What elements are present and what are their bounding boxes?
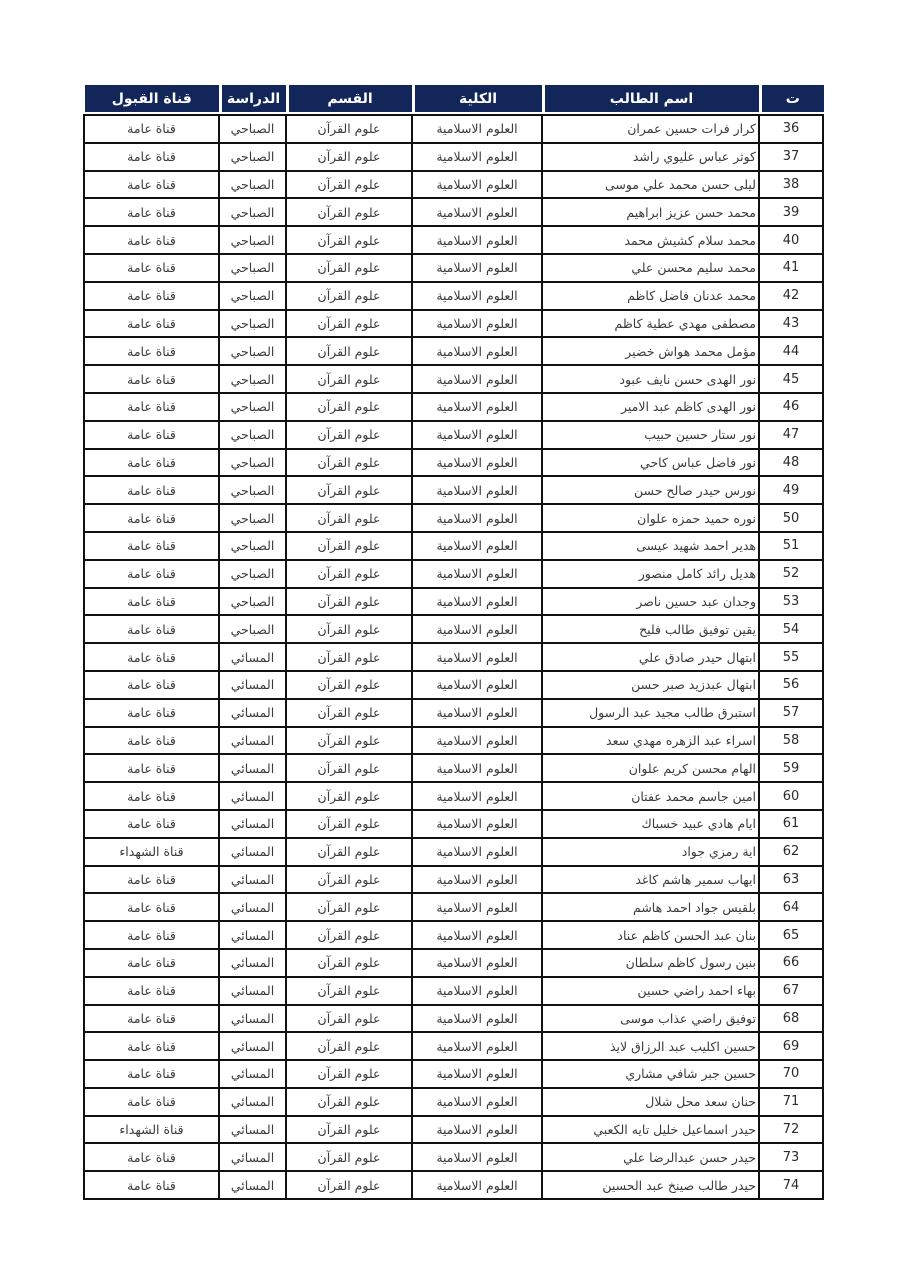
cell-student-name: توفيق راضي عذاب موسى [542,1005,759,1033]
cell-serial: 54 [759,615,823,643]
header-cell-student-name: اسم الطالب [543,85,760,112]
cell-student-name: امين جاسم محمد عفتان [542,782,759,810]
cell-department: علوم القرآن [286,143,412,171]
cell-serial: 71 [759,1088,823,1116]
cell-serial: 48 [759,449,823,477]
cell-student-name: بهاء احمد راضي حسين [542,977,759,1005]
cell-department: علوم القرآن [286,1032,412,1060]
cell-department: علوم القرآن [286,977,412,1005]
cell-serial: 62 [759,838,823,866]
cell-serial: 66 [759,949,823,977]
cell-admission-channel: قناة عامة [84,727,219,755]
cell-admission-channel: قناة عامة [84,254,219,282]
table-row [84,949,823,977]
cell-student-name: اية رمزي جواد [542,838,759,866]
cell-department: علوم القرآن [286,615,412,643]
cell-student-name: حيدر طالب صينخ عبد الحسين [542,1171,759,1199]
cell-department: علوم القرآن [286,254,412,282]
cell-study-type: الصباحي [219,226,286,254]
cell-college: العلوم الاسلامية [412,782,542,810]
cell-college: العلوم الاسلامية [412,810,542,838]
cell-college: العلوم الاسلامية [412,310,542,338]
cell-study-type: الصباحي [219,365,286,393]
cell-department: علوم القرآن [286,560,412,588]
cell-department: علوم القرآن [286,699,412,727]
cell-student-name: محمد سليم محسن علي [542,254,759,282]
cell-department: علوم القرآن [286,421,412,449]
table-row [84,727,823,755]
cell-admission-channel: قناة عامة [84,671,219,699]
cell-college: العلوم الاسلامية [412,921,542,949]
cell-department: علوم القرآن [286,1060,412,1088]
cell-admission-channel: قناة عامة [84,615,219,643]
cell-department: علوم القرآن [286,1116,412,1144]
cell-college: العلوم الاسلامية [412,171,542,199]
cell-admission-channel: قناة عامة [84,1143,219,1171]
cell-study-type: الصباحي [219,449,286,477]
cell-serial: 67 [759,977,823,1005]
cell-college: العلوم الاسلامية [412,1116,542,1144]
cell-college: العلوم الاسلامية [412,393,542,421]
cell-college: العلوم الاسلامية [412,337,542,365]
cell-admission-channel: قناة عامة [84,393,219,421]
cell-serial: 53 [759,588,823,616]
cell-serial: 40 [759,226,823,254]
cell-serial: 49 [759,476,823,504]
students-table-header [85,85,824,112]
cell-student-name: محمد عدنان فاضل كاظم [542,282,759,310]
header-row [85,85,824,112]
header-cell-college: الكلية [413,85,543,112]
cell-admission-channel: قناة عامة [84,504,219,532]
cell-serial: 73 [759,1143,823,1171]
cell-admission-channel: قناة عامة [84,782,219,810]
cell-serial: 58 [759,727,823,755]
table-row [84,615,823,643]
cell-study-type: المسائي [219,1088,286,1116]
cell-serial: 52 [759,560,823,588]
cell-student-name: هديل رائد كامل منصور [542,560,759,588]
cell-college: العلوم الاسلامية [412,1171,542,1199]
cell-serial: 47 [759,421,823,449]
table-row [84,977,823,1005]
cell-college: العلوم الاسلامية [412,699,542,727]
cell-college: العلوم الاسلامية [412,893,542,921]
cell-study-type: المسائي [219,893,286,921]
table-row [84,560,823,588]
cell-study-type: المسائي [219,1116,286,1144]
cell-study-type: الصباحي [219,532,286,560]
cell-student-name: حيدر اسماعيل خليل تايه الكعبي [542,1116,759,1144]
cell-admission-channel: قناة عامة [84,893,219,921]
cell-serial: 74 [759,1171,823,1199]
cell-department: علوم القرآن [286,838,412,866]
cell-department: علوم القرآن [286,115,412,143]
cell-admission-channel: قناة عامة [84,949,219,977]
cell-student-name: نورس حيدر صالح حسن [542,476,759,504]
cell-study-type: المسائي [219,1171,286,1199]
cell-study-type: الصباحي [219,171,286,199]
cell-department: علوم القرآن [286,310,412,338]
cell-college: العلوم الاسلامية [412,504,542,532]
table-row [84,310,823,338]
cell-study-type: الصباحي [219,421,286,449]
cell-student-name: يقين توفيق طالب فليح [542,615,759,643]
cell-study-type: الصباحي [219,560,286,588]
cell-serial: 61 [759,810,823,838]
cell-serial: 56 [759,671,823,699]
cell-study-type: المسائي [219,727,286,755]
cell-serial: 72 [759,1116,823,1144]
cell-student-name: ابتهال عبدزيد صبر حسن [542,671,759,699]
cell-college: العلوم الاسلامية [412,560,542,588]
cell-serial: 55 [759,643,823,671]
cell-admission-channel: قناة عامة [84,1005,219,1033]
cell-student-name: وجدان عبد حسين ناصر [542,588,759,616]
table-row [84,476,823,504]
cell-serial: 65 [759,921,823,949]
cell-department: علوم القرآن [286,504,412,532]
cell-student-name: محمد حسن عزيز ابراهيم [542,198,759,226]
cell-department: علوم القرآن [286,782,412,810]
cell-admission-channel: قناة عامة [84,754,219,782]
cell-student-name: حسين جبر شافي مشاري [542,1060,759,1088]
cell-admission-channel: قناة عامة [84,1032,219,1060]
cell-department: علوم القرآن [286,171,412,199]
cell-college: العلوم الاسلامية [412,1088,542,1116]
table-row [84,866,823,894]
cell-admission-channel: قناة عامة [84,310,219,338]
cell-serial: 38 [759,171,823,199]
table-row [84,421,823,449]
cell-study-type: الصباحي [219,337,286,365]
cell-department: علوم القرآن [286,365,412,393]
table-row [84,921,823,949]
cell-college: العلوم الاسلامية [412,949,542,977]
cell-study-type: الصباحي [219,504,286,532]
header-cell-serial: ت [760,85,824,112]
table-row [84,671,823,699]
table-row [84,643,823,671]
cell-study-type: المسائي [219,643,286,671]
cell-admission-channel: قناة عامة [84,449,219,477]
cell-admission-channel: قناة عامة [84,337,219,365]
cell-study-type: الصباحي [219,198,286,226]
cell-serial: 45 [759,365,823,393]
table-row [84,1088,823,1116]
table-row [84,1171,823,1199]
cell-department: علوم القرآن [286,1088,412,1116]
cell-department: علوم القرآن [286,449,412,477]
cell-student-name: هدير احمد شهيد عيسى [542,532,759,560]
cell-college: العلوم الاسلامية [412,254,542,282]
cell-study-type: المسائي [219,1143,286,1171]
table-row [84,893,823,921]
cell-college: العلوم الاسلامية [412,727,542,755]
table-row [84,337,823,365]
cell-student-name: نوره حميد حمزه علوان [542,504,759,532]
cell-college: العلوم الاسلامية [412,977,542,1005]
cell-serial: 39 [759,198,823,226]
cell-student-name: محمد سلام كشيش محمد [542,226,759,254]
table-row [84,198,823,226]
table-row [84,282,823,310]
cell-student-name: بنين رسول كاظم سلطان [542,949,759,977]
cell-study-type: المسائي [219,1005,286,1033]
cell-serial: 43 [759,310,823,338]
header-cell-department: القسم [287,85,413,112]
cell-study-type: المسائي [219,782,286,810]
cell-department: علوم القرآن [286,532,412,560]
header-cell-study-type: الدراسة [220,85,287,112]
cell-department: علوم القرآن [286,921,412,949]
cell-study-type: الصباحي [219,254,286,282]
cell-study-type: المسائي [219,754,286,782]
cell-department: علوم القرآن [286,671,412,699]
cell-serial: 37 [759,143,823,171]
cell-admission-channel: قناة عامة [84,421,219,449]
table-row [84,754,823,782]
table-row [84,393,823,421]
table-row [84,365,823,393]
cell-department: علوم القرآن [286,754,412,782]
cell-serial: 51 [759,532,823,560]
cell-serial: 69 [759,1032,823,1060]
table-row [84,226,823,254]
cell-department: علوم القرآن [286,1005,412,1033]
cell-department: علوم القرآن [286,226,412,254]
table-row [84,1005,823,1033]
cell-admission-channel: قناة عامة [84,1171,219,1199]
cell-serial: 50 [759,504,823,532]
table-row [84,699,823,727]
cell-admission-channel: قناة عامة [84,476,219,504]
cell-college: العلوم الاسلامية [412,365,542,393]
table-row [84,1143,823,1171]
cell-student-name: كرار فرات حسين عمران [542,115,759,143]
cell-department: علوم القرآن [286,810,412,838]
cell-college: العلوم الاسلامية [412,226,542,254]
cell-student-name: حيدر حسن عبدالرضا علي [542,1143,759,1171]
cell-department: علوم القرآن [286,1143,412,1171]
cell-student-name: استبرق طالب مجيد عبد الرسول [542,699,759,727]
cell-study-type: المسائي [219,1032,286,1060]
cell-college: العلوم الاسلامية [412,615,542,643]
cell-college: العلوم الاسلامية [412,1032,542,1060]
cell-admission-channel: قناة عامة [84,143,219,171]
cell-study-type: المسائي [219,699,286,727]
cell-college: العلوم الاسلامية [412,671,542,699]
cell-admission-channel: قناة عامة [84,921,219,949]
cell-study-type: المسائي [219,977,286,1005]
header-cell-admission-channel: قناة القبول [85,85,220,112]
cell-study-type: المسائي [219,671,286,699]
cell-student-name: ايام هادي عبيد خسباك [542,810,759,838]
table-row [84,838,823,866]
cell-admission-channel: قناة عامة [84,1060,219,1088]
cell-student-name: حنان سعد محل شلال [542,1088,759,1116]
cell-student-name: نور الهدى كاظم عبد الامير [542,393,759,421]
cell-college: العلوم الاسلامية [412,754,542,782]
cell-department: علوم القرآن [286,588,412,616]
cell-college: العلوم الاسلامية [412,838,542,866]
students-table [85,85,824,1200]
table-row [84,171,823,199]
cell-serial: 42 [759,282,823,310]
cell-student-name: بنان عبد الحسن كاظم عناد [542,921,759,949]
table-row [84,254,823,282]
cell-college: العلوم الاسلامية [412,282,542,310]
cell-student-name: بلقيس جواد احمد هاشم [542,893,759,921]
cell-admission-channel: قناة عامة [84,282,219,310]
cell-college: العلوم الاسلامية [412,643,542,671]
cell-study-type: الصباحي [219,393,286,421]
cell-student-name: الهام محسن كريم علوان [542,754,759,782]
cell-student-name: ايهاب سمير هاشم كاغد [542,866,759,894]
cell-student-name: مؤمل محمد هواش خضير [542,337,759,365]
cell-serial: 46 [759,393,823,421]
cell-department: علوم القرآن [286,1171,412,1199]
cell-admission-channel: قناة عامة [84,866,219,894]
cell-admission-channel: قناة عامة [84,115,219,143]
cell-serial: 63 [759,866,823,894]
cell-department: علوم القرآن [286,282,412,310]
cell-study-type: المسائي [219,866,286,894]
cell-study-type: الصباحي [219,615,286,643]
cell-student-name: اسراء عبد الزهره مهدي سعد [542,727,759,755]
cell-department: علوم القرآن [286,476,412,504]
cell-student-name: ابتهال حيدر صادق علي [542,643,759,671]
cell-admission-channel: قناة الشهداء [84,1116,219,1144]
cell-department: علوم القرآن [286,393,412,421]
cell-serial: 57 [759,699,823,727]
table-row [84,588,823,616]
cell-college: العلوم الاسلامية [412,449,542,477]
cell-admission-channel: قناة عامة [84,198,219,226]
cell-department: علوم القرآن [286,893,412,921]
cell-college: العلوم الاسلامية [412,476,542,504]
cell-college: العلوم الاسلامية [412,198,542,226]
cell-study-type: المسائي [219,949,286,977]
cell-serial: 44 [759,337,823,365]
cell-college: العلوم الاسلامية [412,588,542,616]
table-row [84,143,823,171]
cell-study-type: الصباحي [219,143,286,171]
cell-college: العلوم الاسلامية [412,532,542,560]
cell-college: العلوم الاسلامية [412,115,542,143]
cell-study-type: المسائي [219,810,286,838]
cell-college: العلوم الاسلامية [412,421,542,449]
cell-study-type: الصباحي [219,282,286,310]
cell-student-name: نور الهدى حسن نايف عبود [542,365,759,393]
cell-study-type: الصباحي [219,115,286,143]
cell-study-type: المسائي [219,921,286,949]
students-table-rows [83,114,824,1200]
cell-study-type: المسائي [219,838,286,866]
table-row [84,1060,823,1088]
cell-student-name: نور فاضل عباس كاحي [542,449,759,477]
cell-department: علوم القرآن [286,643,412,671]
table-row [84,449,823,477]
cell-college: العلوم الاسلامية [412,866,542,894]
cell-serial: 70 [759,1060,823,1088]
cell-admission-channel: قناة عامة [84,226,219,254]
cell-student-name: حسين اكليب عبد الرزاق لايذ [542,1032,759,1060]
table-row [84,532,823,560]
cell-college: العلوم الاسلامية [412,143,542,171]
cell-study-type: الصباحي [219,588,286,616]
cell-serial: 64 [759,893,823,921]
table-row [84,810,823,838]
cell-admission-channel: قناة عامة [84,699,219,727]
cell-admission-channel: قناة عامة [84,977,219,1005]
cell-college: العلوم الاسلامية [412,1143,542,1171]
table-row [84,115,823,143]
cell-study-type: المسائي [219,1060,286,1088]
cell-admission-channel: قناة عامة [84,810,219,838]
cell-serial: 68 [759,1005,823,1033]
cell-serial: 59 [759,754,823,782]
cell-student-name: نور ستار حسين حبيب [542,421,759,449]
cell-admission-channel: قناة عامة [84,532,219,560]
cell-admission-channel: قناة عامة [84,1088,219,1116]
cell-admission-channel: قناة عامة [84,365,219,393]
cell-student-name: مصطفى مهدي عطية كاظم [542,310,759,338]
cell-college: العلوم الاسلامية [412,1005,542,1033]
cell-department: علوم القرآن [286,337,412,365]
cell-student-name: كوثر عباس عليوي راشد [542,143,759,171]
table-row [84,1032,823,1060]
table-row [84,504,823,532]
cell-admission-channel: قناة عامة [84,643,219,671]
cell-department: علوم القرآن [286,949,412,977]
cell-college: العلوم الاسلامية [412,1060,542,1088]
cell-study-type: الصباحي [219,310,286,338]
cell-student-name: ليلى حسن محمد علي موسى [542,171,759,199]
cell-admission-channel: قناة عامة [84,171,219,199]
cell-admission-channel: قناة عامة [84,560,219,588]
cell-study-type: الصباحي [219,476,286,504]
cell-admission-channel: قناة الشهداء [84,838,219,866]
cell-serial: 36 [759,115,823,143]
cell-admission-channel: قناة عامة [84,588,219,616]
cell-department: علوم القرآن [286,727,412,755]
cell-department: علوم القرآن [286,866,412,894]
cell-serial: 60 [759,782,823,810]
table-row [84,1116,823,1144]
cell-serial: 41 [759,254,823,282]
students-table-body [84,115,823,1199]
table-row [84,782,823,810]
cell-department: علوم القرآن [286,198,412,226]
